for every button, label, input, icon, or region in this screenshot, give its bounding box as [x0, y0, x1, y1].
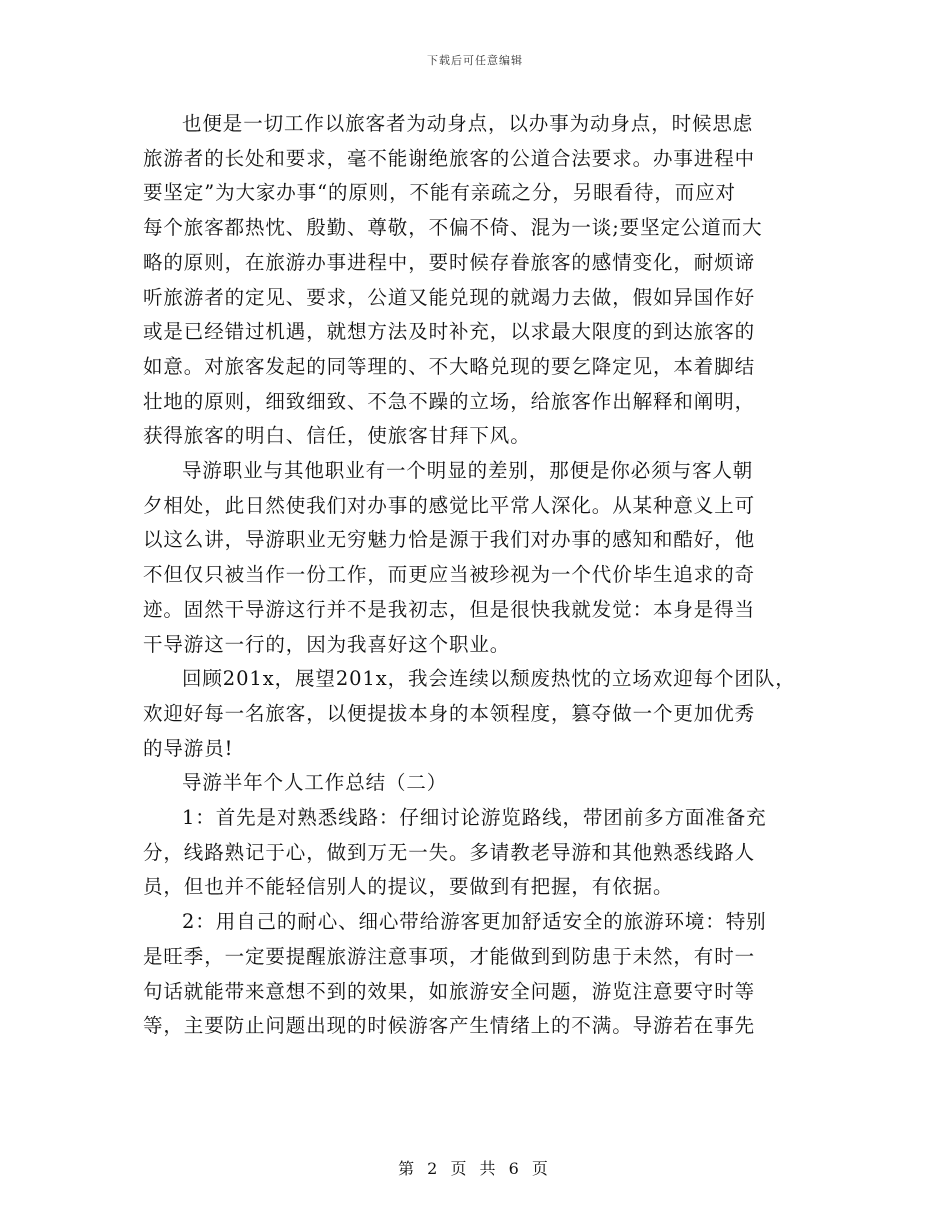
paragraph-review-outlook: 回顾201x，展望201x，我会连续以颓废热忱的立场欢迎每个团队， 欢迎好每一名旅客，以便提拔本身的本领程度，篡夺做一个更加优秀 的导游员!	[143, 667, 796, 760]
page-header-note: 下载后可任意编辑	[427, 54, 523, 67]
paragraph-point-two: 2：用自己的耐心、细心带给游客更加舒适安全的旅游环境：特别 是旺季，一定要提醒旅游注意事项，才能做到到防患于未然，有时一 句话就能带来意想不到的效果，如旅游安全问题，游览注意要守时等 等，主要防止问题出现的时候游客产生情绪上的不满。导游若在事先	[143, 910, 767, 1038]
page-number: 第 2 页 共 6 页	[398, 1159, 552, 1178]
paragraph-point-one: 1：首先是对熟悉线路：仔细讨论游览路线，带团前多方面准备充 分，线路熟记于心，做到万无一失。多请教老导游和其他熟悉线路人 员，但也并不能轻信别人的提议，要做到有把握，有依据。	[143, 806, 767, 899]
paragraph-guide-profession: 导游职业与其他职业有一个明显的差别，那便是你必须与客人朝 夕相处，此日然使我们对办事的感觉比平常人深化。从某种意义上可 以这么讲，导游职业无穷魅力恰是源于我们对办事的感知和酷好，他 不但仅只被当作一份工作，而更应当被珍视为一个代价毕生追求的奇 迹。固然干导游这行并不是我初志，但是很快我就发觉：本身是得当 干导游这一行的，因为我喜好这个职业。	[143, 459, 756, 656]
paragraph-service-principles: 也便是一切工作以旅客者为动身点，以办事为动身点，时候思虑 旅游者的长处和要求，毫不能谢绝旅客的公道合法要求。办事进程中 要坚定”为大家办事“的原则，不能有亲疏之分，另眼看待，而应对 每个旅客都热忱、殷勤、尊敬，不偏不倚、混为一谈;要坚定公道而大 略的原则，在旅游办事进程中，要时候存眷旅客的感情变化，耐烦谛 听旅游者的定见、要求，公道又能兑现的就竭力去做，假如异国作好 或是已经错过机遇，就想方法及时补充，以求最大限度的到达旅客的 如意。对旅客发起的同等理的、不大略兑现的要乞降定见，本着脚结 壮地的原则，细致细致、不急不躁的立场，给旅客作出解释和阐明， 获得旅客的明白、信任，使旅客甘拜下风。	[143, 112, 763, 448]
section-title-summary-two: 导游半年个人工作总结（二）	[182, 771, 448, 795]
document-body	[143, 107, 823, 1044]
